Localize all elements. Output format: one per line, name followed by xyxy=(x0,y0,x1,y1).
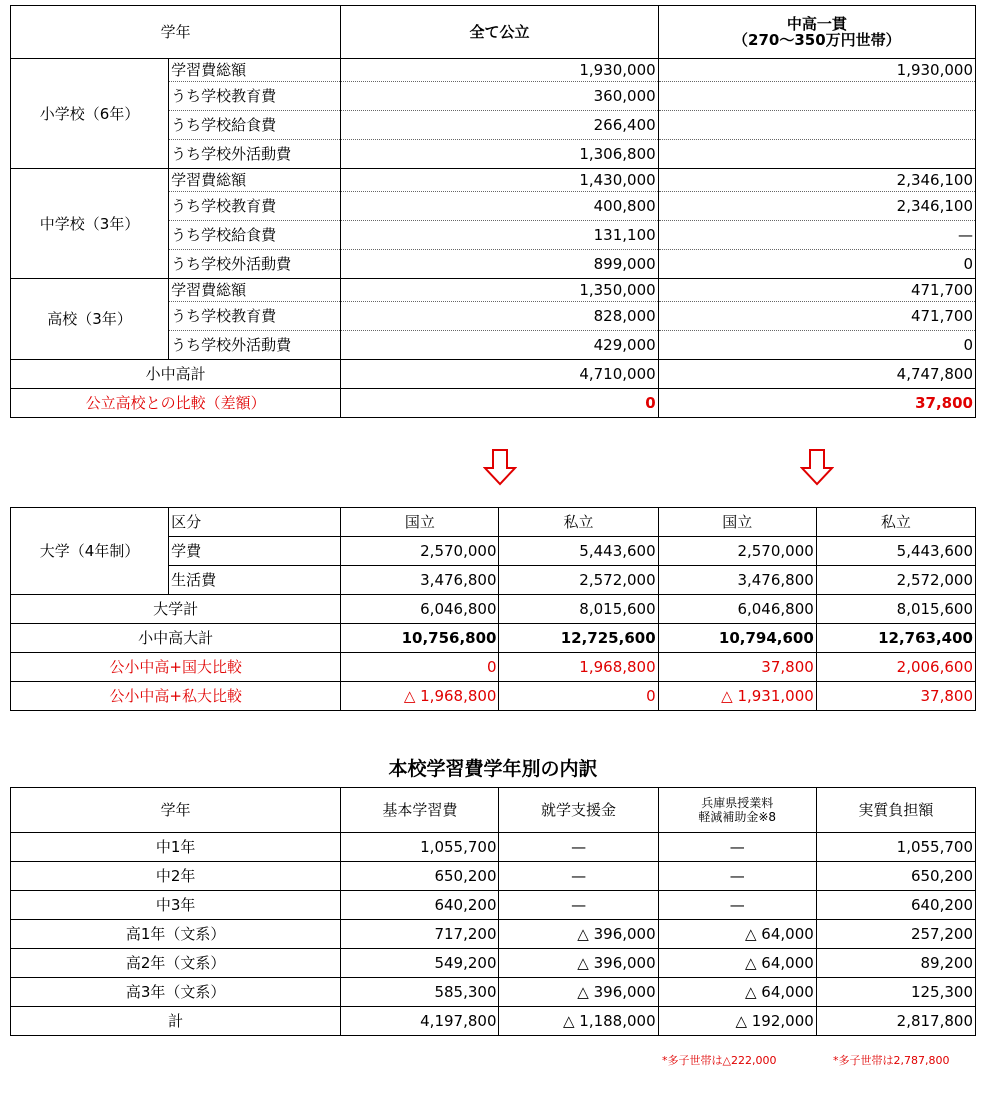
row-value: 2,006,600 xyxy=(816,653,975,682)
table-row xyxy=(11,169,976,192)
header-ikkan-line2: （270～350万円世帯） xyxy=(733,31,901,49)
row-value-public: 1,430,000 xyxy=(341,169,658,192)
row-value: 585,300 xyxy=(341,978,499,1007)
section-label-elementary: 小学校（6年） xyxy=(11,59,169,169)
header-category: 区分 xyxy=(169,508,341,537)
row-value: 125,300 xyxy=(816,978,975,1007)
row-value-ikkan xyxy=(658,111,975,140)
row-value: △ 396,000 xyxy=(499,920,658,949)
row-item: うち学校教育費 xyxy=(169,82,341,111)
header-grade: 学年 xyxy=(11,788,341,833)
row-value: 3,476,800 xyxy=(658,566,816,595)
row-value-public: 828,000 xyxy=(341,302,658,331)
row-value: 650,200 xyxy=(816,862,975,891)
row-grade: 高3年（文系） xyxy=(11,978,341,1007)
row-value-public: 400,800 xyxy=(341,192,658,221)
row-value: 1,055,700 xyxy=(341,833,499,862)
footnote-multi-child-net: *多子世帯は2,787,800 xyxy=(833,1054,950,1067)
row-value: 37,800 xyxy=(658,653,816,682)
row-value-ikkan: 0 xyxy=(658,331,975,360)
row-value: 4,197,800 xyxy=(341,1007,499,1036)
row-item: 学習費総額 xyxy=(169,169,341,192)
row-item: うち学校給食費 xyxy=(169,111,341,140)
row-item: うち学校教育費 xyxy=(169,192,341,221)
row-value: — xyxy=(499,862,658,891)
row-value: 717,200 xyxy=(341,920,499,949)
row-value: 2,572,000 xyxy=(816,566,975,595)
row-item: うち学校外活動費 xyxy=(169,250,341,279)
row-item: 生活費 xyxy=(169,566,341,595)
row-value-public: 1,350,000 xyxy=(341,279,658,302)
total-public: 4,710,000 xyxy=(341,360,658,389)
compare-private-row xyxy=(11,682,976,711)
table-row xyxy=(11,59,976,82)
row-item: うち学校教育費 xyxy=(169,302,341,331)
row-value-public: 1,930,000 xyxy=(341,59,658,82)
diff-label: 公立高校との比較（差額） xyxy=(11,389,341,418)
row-value: 6,046,800 xyxy=(658,595,816,624)
row-value-ikkan: 0 xyxy=(658,250,975,279)
row-value: 8,015,600 xyxy=(816,595,975,624)
row-value: 0 xyxy=(499,682,658,711)
row-value-public: 360,000 xyxy=(341,82,658,111)
row-item: 学習費総額 xyxy=(169,279,341,302)
table-header-row xyxy=(11,6,976,59)
diff-row xyxy=(11,389,976,418)
table-row xyxy=(11,891,976,920)
univ-total-label: 大学計 xyxy=(11,595,341,624)
row-value: — xyxy=(658,833,816,862)
university-total-row xyxy=(11,595,976,624)
breakdown-title: 本校学習費学年別の内訳 xyxy=(388,758,598,780)
row-value: 89,200 xyxy=(816,949,975,978)
table-row xyxy=(11,279,976,302)
header-ikkan-line1: 中高一貫 xyxy=(786,15,847,33)
total-label: 小中高計 xyxy=(11,360,341,389)
row-value: △ 1,188,000 xyxy=(499,1007,658,1036)
university-label: 大学（4年制） xyxy=(11,508,169,595)
header-ikkan xyxy=(658,6,975,59)
row-value-public: 266,400 xyxy=(341,111,658,140)
row-item: うち学校外活動費 xyxy=(169,331,341,360)
row-item: 学費 xyxy=(169,537,341,566)
row-value-ikkan: — xyxy=(658,221,975,250)
row-value-public: 131,100 xyxy=(341,221,658,250)
row-grade: 高1年（文系） xyxy=(11,920,341,949)
row-value: △ 64,000 xyxy=(658,978,816,1007)
header-basic-cost: 基本学習費 xyxy=(341,788,499,833)
compare-national-row xyxy=(11,653,976,682)
cost-comparison-table xyxy=(10,5,976,418)
row-grade: 高2年（文系） xyxy=(11,949,341,978)
row-value: 37,800 xyxy=(816,682,975,711)
row-value: 10,794,600 xyxy=(658,624,816,653)
table-row xyxy=(11,920,976,949)
total-row xyxy=(11,1007,976,1036)
row-value-ikkan: 471,700 xyxy=(658,302,975,331)
row-value: 6,046,800 xyxy=(341,595,499,624)
header-net-burden: 実質負担額 xyxy=(816,788,975,833)
header-support-fund: 就学支援金 xyxy=(499,788,658,833)
header-national: 国立 xyxy=(658,508,816,537)
row-value: — xyxy=(499,833,658,862)
table-header-row xyxy=(11,788,976,833)
compare-private-label: 公小中高+私大比較 xyxy=(11,682,341,711)
row-item: 学習費総額 xyxy=(169,59,341,82)
table-row xyxy=(11,862,976,891)
row-value: — xyxy=(658,862,816,891)
row-value-ikkan: 2,346,100 xyxy=(658,169,975,192)
row-item: うち学校外活動費 xyxy=(169,140,341,169)
row-grade: 計 xyxy=(11,1007,341,1036)
row-value: 1,968,800 xyxy=(499,653,658,682)
row-value-public: 899,000 xyxy=(341,250,658,279)
table-row xyxy=(11,833,976,862)
header-grade: 学年 xyxy=(11,6,341,59)
row-value-public: 429,000 xyxy=(341,331,658,360)
row-value: 5,443,600 xyxy=(499,537,658,566)
row-grade: 中1年 xyxy=(11,833,341,862)
row-value: △ 64,000 xyxy=(658,920,816,949)
header-all-public: 全て公立 xyxy=(341,6,658,59)
table-row xyxy=(11,949,976,978)
header-hyogo-subsidy xyxy=(658,788,816,833)
footnote-multi-child-subsidy: *多子世帯は△222,000 xyxy=(662,1054,777,1067)
grade-breakdown-table xyxy=(10,787,976,1036)
row-value: △ 64,000 xyxy=(658,949,816,978)
row-value-ikkan: 1,930,000 xyxy=(658,59,975,82)
diff-public: 0 xyxy=(341,389,658,418)
row-value: 640,200 xyxy=(816,891,975,920)
grand-total-row xyxy=(11,624,976,653)
row-value: 12,725,600 xyxy=(499,624,658,653)
header-hyogo-line2: 軽減補助金※8 xyxy=(698,810,777,824)
row-item: うち学校給食費 xyxy=(169,221,341,250)
header-national: 国立 xyxy=(341,508,499,537)
row-value-ikkan: 2,346,100 xyxy=(658,192,975,221)
row-value: △ 396,000 xyxy=(499,949,658,978)
row-grade: 中2年 xyxy=(11,862,341,891)
row-value: 12,763,400 xyxy=(816,624,975,653)
row-value: — xyxy=(658,891,816,920)
section-label-junior-high: 中学校（3年） xyxy=(11,169,169,279)
row-value-public: 1,306,800 xyxy=(341,140,658,169)
row-value: 650,200 xyxy=(341,862,499,891)
row-value: 2,572,000 xyxy=(499,566,658,595)
row-value: 8,015,600 xyxy=(499,595,658,624)
row-value: 1,055,700 xyxy=(816,833,975,862)
row-value-ikkan xyxy=(658,82,975,111)
row-value: 640,200 xyxy=(341,891,499,920)
grand-total-label: 小中高大計 xyxy=(11,624,341,653)
row-value: △ 192,000 xyxy=(658,1007,816,1036)
university-cost-table xyxy=(10,507,976,711)
down-arrow-icon xyxy=(483,448,517,486)
header-private: 私立 xyxy=(499,508,658,537)
header-private: 私立 xyxy=(816,508,975,537)
row-value: △ 396,000 xyxy=(499,978,658,1007)
row-grade: 中3年 xyxy=(11,891,341,920)
row-value: 2,570,000 xyxy=(658,537,816,566)
row-value: 5,443,600 xyxy=(816,537,975,566)
total-ikkan: 4,747,800 xyxy=(658,360,975,389)
row-value: △ 1,968,800 xyxy=(341,682,499,711)
row-value: 3,476,800 xyxy=(341,566,499,595)
header-hyogo-line1: 兵庫県授業料 xyxy=(701,796,774,810)
table-header-row xyxy=(11,508,976,537)
section-label-high-school: 高校（3年） xyxy=(11,279,169,360)
row-value-ikkan: 471,700 xyxy=(658,279,975,302)
row-value: △ 1,931,000 xyxy=(658,682,816,711)
table-row xyxy=(11,978,976,1007)
row-value: 10,756,800 xyxy=(341,624,499,653)
total-row xyxy=(11,360,976,389)
compare-national-label: 公小中高+国大比較 xyxy=(11,653,341,682)
row-value: 549,200 xyxy=(341,949,499,978)
row-value: 2,817,800 xyxy=(816,1007,975,1036)
row-value: — xyxy=(499,891,658,920)
diff-ikkan: 37,800 xyxy=(658,389,975,418)
row-value: 257,200 xyxy=(816,920,975,949)
row-value-ikkan xyxy=(658,140,975,169)
row-value: 2,570,000 xyxy=(341,537,499,566)
row-value: 0 xyxy=(341,653,499,682)
down-arrow-icon xyxy=(800,448,834,486)
